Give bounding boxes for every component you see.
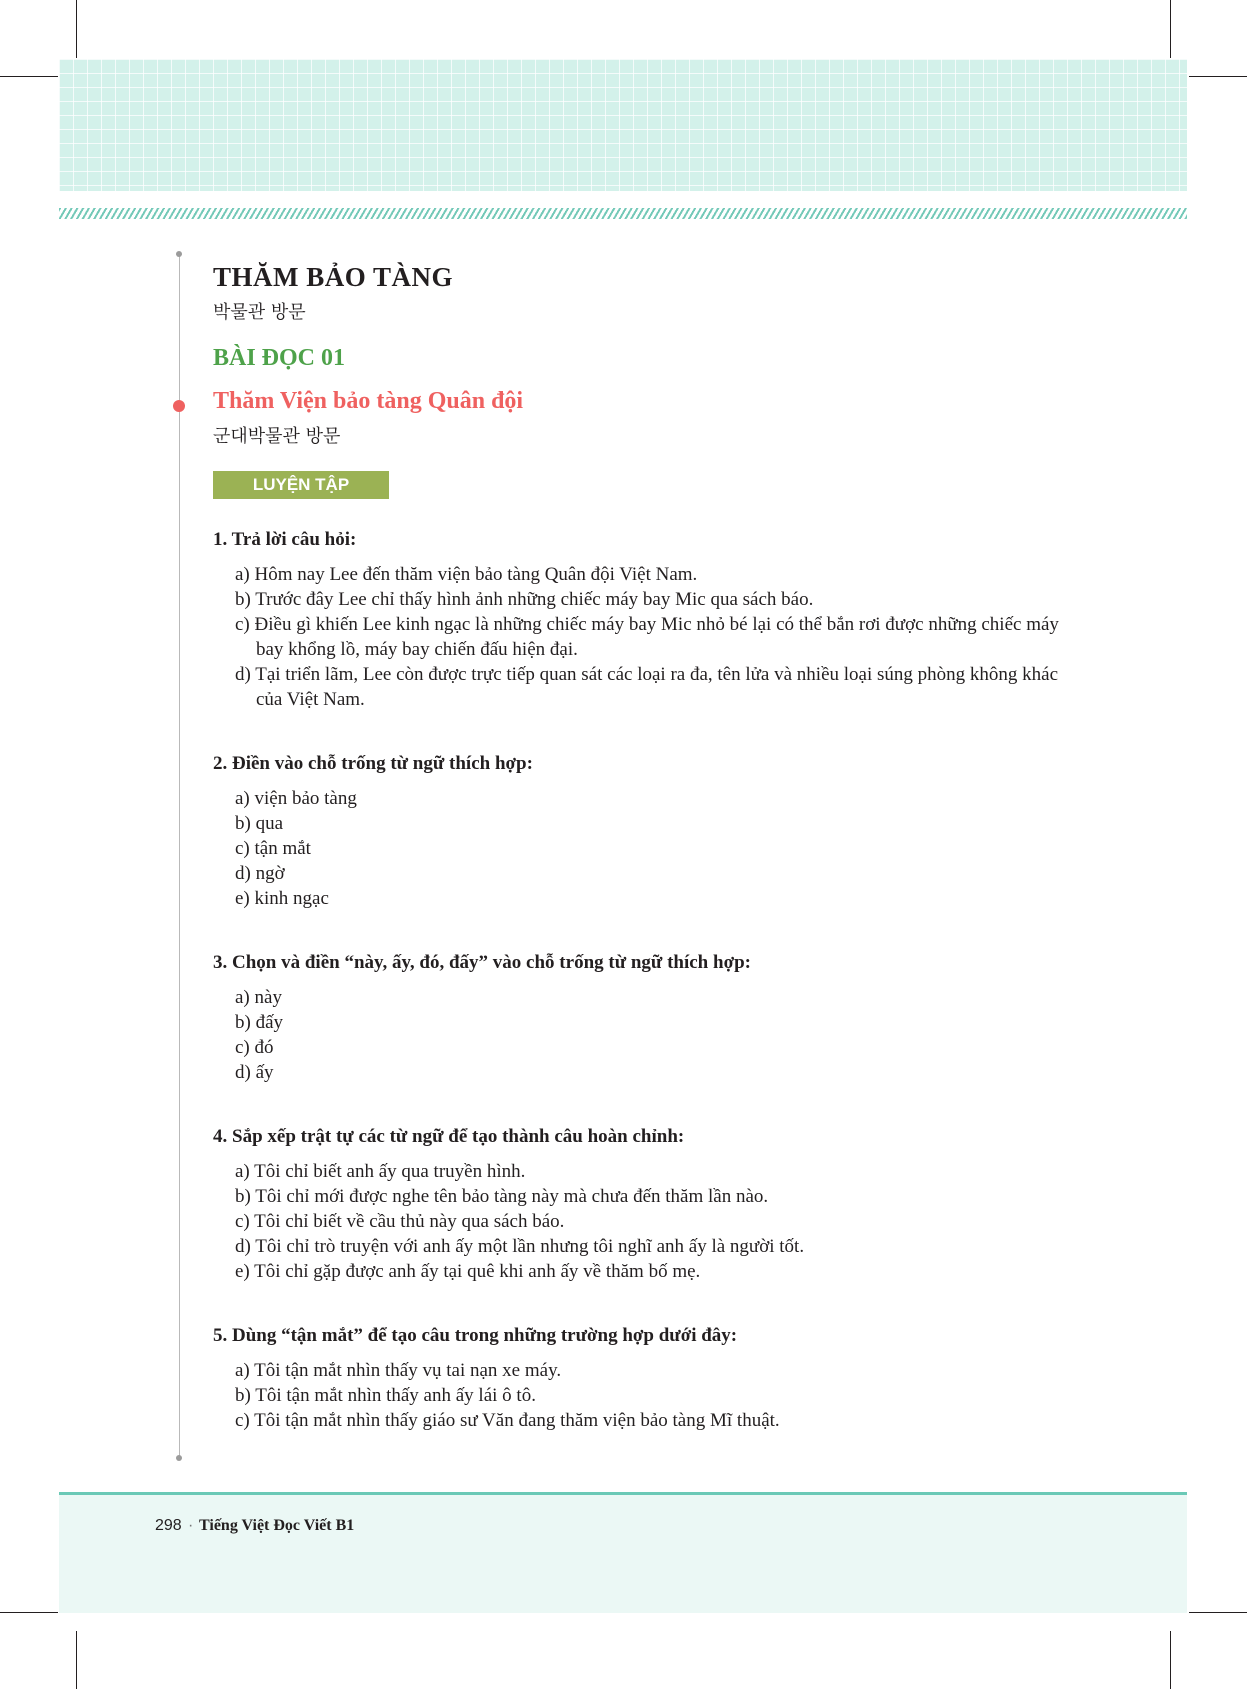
exercise-3 bbox=[213, 951, 1073, 1085]
exercise-5 bbox=[213, 1324, 1073, 1433]
answer-item: c) đó bbox=[235, 1037, 274, 1058]
reading-bullet-dot bbox=[173, 400, 185, 412]
answer-item: d) ấy bbox=[235, 1062, 274, 1083]
exercise-heading: 1. Trả lời câu hỏi: bbox=[213, 529, 357, 550]
chapter-title: THĂM BẢO TÀNG bbox=[213, 262, 454, 292]
reading-subtitle: 군대박물관 방문 bbox=[213, 426, 341, 447]
crop-mark bbox=[0, 1612, 58, 1613]
exercise-heading: 3. Chọn và điền “này, ấy, đó, đấy” vào chỗ trống từ ngữ thích hợp: bbox=[213, 952, 751, 973]
answer-item: d) Tại triển lãm, Lee còn được trực tiếp quan sát các loại ra đa, tên lửa và nhiều loại súng phòng không khác của Việt Nam. bbox=[235, 664, 1059, 710]
answer-item: b) đấy bbox=[235, 1012, 284, 1033]
chapter-subtitle: 박물관 방문 bbox=[213, 302, 306, 323]
exercise-heading: 2. Điền vào chỗ trống từ ngữ thích hợp: bbox=[213, 753, 533, 774]
exercise-1 bbox=[213, 528, 1073, 712]
answer-item: a) này bbox=[235, 987, 282, 1008]
book-title: Tiếng Việt Đọc Viết B1 bbox=[199, 1517, 355, 1534]
answer-item: c) Điều gì khiến Lee kinh ngạc là những chiếc máy bay Mic nhỏ bé lại có thể bắn rơi được những chiếc máy bay khổng lồ, máy bay chiến đấu hiện đại. bbox=[235, 614, 1059, 660]
header-hatch-stripe bbox=[59, 208, 1187, 219]
answer-item: d) ngờ bbox=[235, 863, 285, 884]
crop-mark bbox=[76, 1631, 77, 1689]
exercise-heading: 5. Dùng “tận mắt” để tạo câu trong những trường hợp dưới đây: bbox=[213, 1325, 738, 1346]
answer-item: a) Hôm nay Lee đến thăm viện bảo tàng Quân đội Việt Nam. bbox=[235, 564, 698, 585]
answer-item: e) kinh ngạc bbox=[235, 888, 329, 909]
page-number: 298 bbox=[155, 1517, 182, 1534]
practice-badge: LUYỆN TẬP bbox=[213, 471, 389, 499]
crop-mark bbox=[76, 0, 77, 58]
answer-item: a) Tôi chỉ biết anh ấy qua truyền hình. bbox=[235, 1161, 526, 1182]
answer-item: b) Trước đây Lee chỉ thấy hình ảnh những chiếc máy bay Mic qua sách báo. bbox=[235, 589, 814, 610]
rule-bottom-dot bbox=[176, 1455, 182, 1461]
crop-mark bbox=[1170, 1631, 1171, 1689]
exercise-list bbox=[213, 528, 1073, 1473]
answer-item: b) Tôi tận mắt nhìn thấy anh ấy lái ô tô. bbox=[235, 1385, 536, 1406]
exercise-2 bbox=[213, 752, 1073, 911]
footer-separator: · bbox=[188, 1517, 194, 1534]
answer-item: b) qua bbox=[235, 813, 284, 834]
answer-item: d) Tôi chỉ trò truyện với anh ấy một lần nhưng tôi nghĩ anh ấy là người tốt. bbox=[235, 1236, 805, 1257]
exercise-4 bbox=[213, 1125, 1073, 1284]
lesson-label: BÀI ĐỌC 01 bbox=[213, 345, 346, 371]
reading-title: Thăm Viện bảo tàng Quân đội bbox=[213, 388, 524, 414]
answer-item: a) Tôi tận mắt nhìn thấy vụ tai nạn xe máy. bbox=[235, 1360, 562, 1381]
answer-item: e) Tôi chỉ gặp được anh ấy tại quê khi anh ấy về thăm bố mẹ. bbox=[235, 1261, 701, 1282]
footer-band bbox=[59, 1495, 1187, 1613]
answer-item: a) viện bảo tàng bbox=[235, 788, 357, 809]
crop-mark bbox=[1189, 76, 1247, 77]
answer-item: c) tận mắt bbox=[235, 838, 311, 859]
header-grid-band bbox=[59, 59, 1187, 191]
answer-item: c) Tôi tận mắt nhìn thấy giáo sư Văn đang thăm viện bảo tàng Mĩ thuật. bbox=[235, 1410, 780, 1431]
crop-mark bbox=[1170, 0, 1171, 58]
exercise-heading: 4. Sắp xếp trật tự các từ ngữ để tạo thành câu hoàn chỉnh: bbox=[213, 1126, 685, 1147]
rule-top-dot bbox=[176, 251, 182, 257]
crop-mark bbox=[0, 76, 58, 77]
crop-mark bbox=[1189, 1612, 1247, 1613]
answer-item: c) Tôi chỉ biết về cầu thủ này qua sách báo. bbox=[235, 1211, 565, 1232]
answer-item: b) Tôi chỉ mới được nghe tên bảo tàng này mà chưa đến thăm lần nào. bbox=[235, 1186, 769, 1207]
margin-rule bbox=[179, 253, 180, 1458]
